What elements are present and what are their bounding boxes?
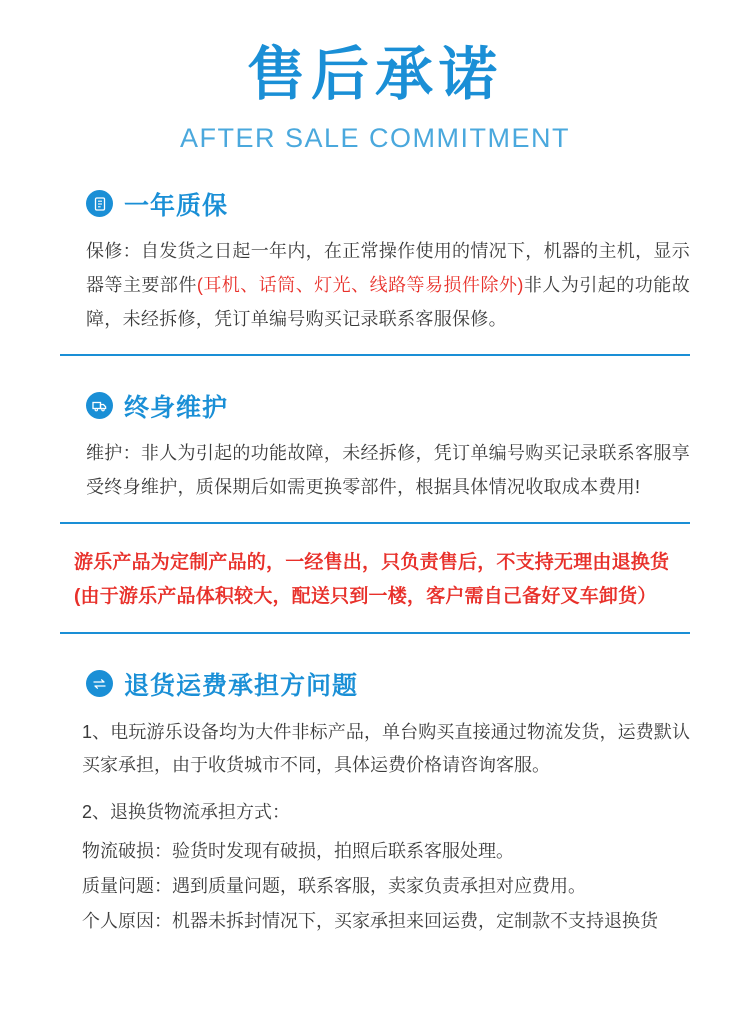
section-return-shipping — [60, 666, 690, 938]
section-maintenance-body: 维护：非人为引起的功能故障，未经拆修，凭订单编号购买记录联系客服享受终身维护，质保期后如需更换零部件，根据具体情况收取成本费用! — [86, 442, 690, 497]
section-maintenance-title: 终身维护 — [124, 393, 229, 422]
return-sub-item-personal-reason: 个人原因：机器未拆封情况下，买家承担来回运费，定制款不支持退换货 — [82, 910, 658, 931]
warning-line-1: 游乐产品为定制产品的，一经售出，只负责售后，不支持无理由退换货 — [74, 551, 670, 573]
return-sub-item-logistics-damage: 物流破损：验货时发现有破损，拍照后联系客服处理。 — [82, 840, 514, 861]
truck-icon — [86, 392, 113, 419]
page-subtitle: AFTER SALE COMMITMENT — [179, 122, 570, 153]
divider-1 — [60, 354, 690, 356]
custom-product-warning — [74, 546, 690, 614]
warranty-text-after: 非人为引起的功能故障，未经拆修，凭订单编号购买记录联系客服保修。 — [86, 274, 690, 329]
section-return-header — [86, 666, 690, 702]
warranty-text-highlight: (耳机、话筒、灯光、线路等易损件除外) — [196, 274, 524, 295]
section-warranty-body — [86, 234, 690, 336]
section-warranty-title: 一年质保 — [124, 191, 229, 220]
section-lifetime-maintenance — [60, 388, 690, 524]
divider-3 — [60, 632, 690, 634]
warranty-text-before: 保修：自发货之日起一年内，在正常操作使用的情况下，机器的主机，显示器等主要部件 — [86, 240, 690, 295]
warning-line-2: (由于游乐产品体积较大，配送只到一楼，客户需自己备好叉车卸货） — [74, 585, 657, 607]
section-warranty — [60, 186, 690, 356]
page-title: 售后承诺 — [246, 42, 503, 107]
section-return-title: 退货运费承担方问题 — [124, 671, 359, 700]
return-sub-item-quality-issue: 质量问题：遇到质量问题，联系客服，卖家负责承担对应费用。 — [82, 875, 586, 896]
divider-2 — [60, 522, 690, 524]
section-maintenance-header — [86, 388, 690, 424]
exchange-arrows-icon — [86, 670, 113, 697]
page-header — [60, 0, 690, 154]
return-item-1: 1、电玩游乐设备均为大件非标产品，单台购买直接通过物流发货，运费默认买家承担，由于收货城市不同，具体运费价格请咨询客服。 — [82, 721, 690, 775]
section-warranty-header — [86, 186, 690, 222]
return-item-2: 2、退换货物流承担方式： — [82, 801, 291, 822]
document-icon — [86, 190, 113, 217]
